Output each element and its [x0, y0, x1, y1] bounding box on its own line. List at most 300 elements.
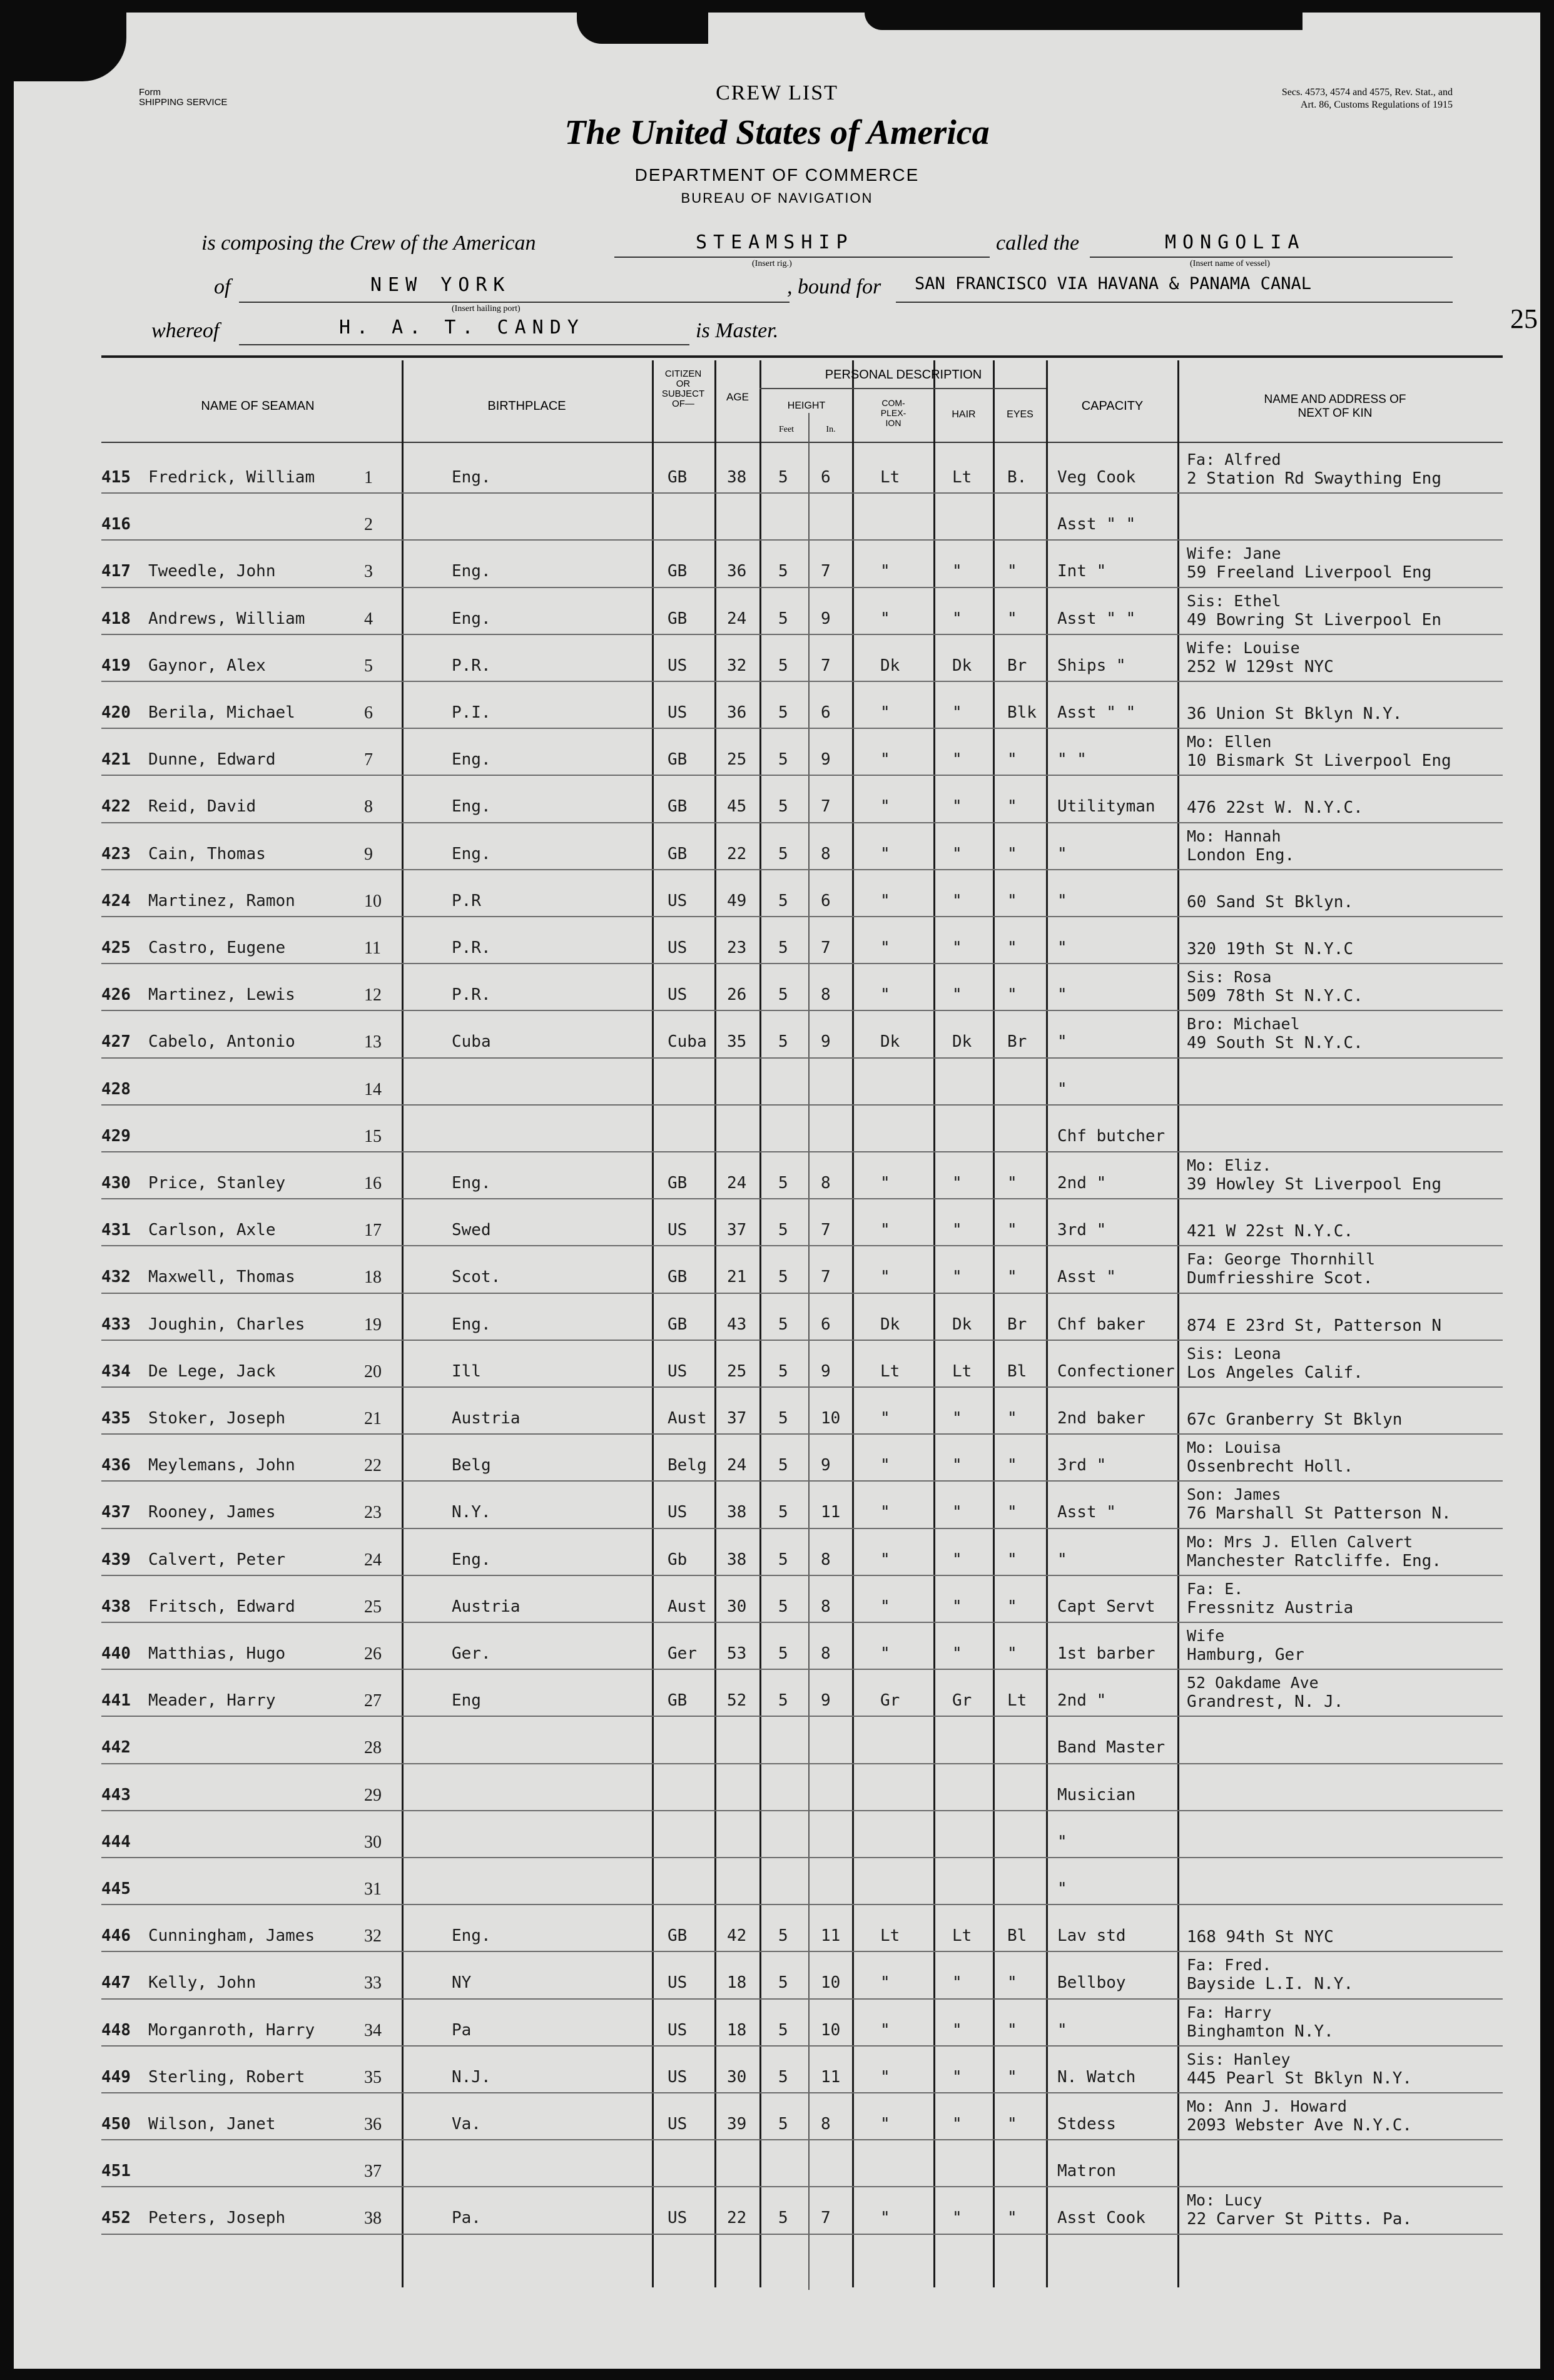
- row-age: 37: [727, 1221, 747, 1240]
- row-height-inches: 7: [821, 2209, 831, 2228]
- row-citizen: Cuba: [668, 1032, 707, 1052]
- row-height-feet: 5: [778, 1973, 788, 1993]
- row-hair: ": [952, 844, 962, 863]
- row-kin-address: 320 19th St N.Y.C: [1187, 940, 1354, 959]
- row-rule: [101, 1010, 1503, 1011]
- vessel-underline: [1090, 257, 1453, 258]
- row-age: 36: [727, 703, 747, 722]
- row-seaman-name: Martinez, Ramon: [148, 891, 295, 910]
- row-citizen: US: [668, 1973, 688, 1993]
- row-hair: ": [952, 1456, 962, 1475]
- row-seq-number: 445: [101, 1879, 131, 1898]
- vessel-value: MONGOLIA: [1165, 231, 1306, 253]
- row-kin-name: Bro: Michael: [1187, 1015, 1300, 1034]
- row-rule: [101, 1386, 1503, 1388]
- row-age: 37: [727, 1409, 747, 1428]
- row-complexion: ": [880, 1221, 890, 1240]
- row-capacity: Band Master: [1057, 1738, 1166, 1757]
- bound-for-underline: [896, 302, 1453, 303]
- row-seaman-name: Cabelo, Antonio: [148, 1032, 295, 1052]
- row-height-feet: 5: [778, 1361, 788, 1381]
- row-line-number: 21: [364, 1409, 382, 1428]
- row-height-feet: 5: [778, 2115, 788, 2133]
- of-label: of: [214, 275, 231, 298]
- row-complexion: Lt: [880, 1361, 900, 1381]
- row-height-feet: 5: [778, 2020, 788, 2040]
- row-seq-number: 422: [101, 797, 131, 816]
- row-kin-name: Mo: Eliz.: [1187, 1156, 1272, 1174]
- master-value: H. A. T. CANDY: [339, 317, 585, 338]
- row-age: 32: [727, 656, 747, 675]
- row-hair: ": [952, 2067, 962, 2087]
- row-citizen: GB: [668, 1926, 688, 1946]
- row-age: 22: [727, 844, 747, 863]
- row-seaman-name: Morganroth, Harry: [148, 2020, 315, 2040]
- rule-feet-inches: [808, 413, 810, 2290]
- row-complexion: Lt: [880, 1926, 900, 1946]
- row-kin-name: Fa: Harry: [1187, 2003, 1272, 2021]
- row-rule: [101, 1763, 1503, 1764]
- row-capacity: Musician: [1057, 1785, 1136, 1804]
- bound-for-value: SAN FRANCISCO VIA HAVANA & PANAMA CANAL: [915, 274, 1311, 293]
- master-underline: [239, 344, 689, 345]
- row-line-number: 13: [364, 1032, 382, 1052]
- row-height-inches: 7: [821, 562, 831, 581]
- row-seq-number: 437: [101, 1503, 131, 1522]
- row-height-feet: 5: [778, 1550, 788, 1569]
- row-height-inches: 11: [821, 2067, 841, 2087]
- row-capacity: Stdess: [1057, 2115, 1116, 2133]
- row-seq-number: 421: [101, 750, 131, 770]
- row-height-inches: 7: [821, 797, 831, 816]
- row-hair: Dk: [952, 1032, 972, 1052]
- row-height-feet: 5: [778, 609, 788, 628]
- line1-prefix: is composing the Crew of the American: [201, 231, 536, 255]
- row-eyes: ": [1007, 1174, 1017, 1193]
- row-seaman-name: Reid, David: [148, 797, 256, 816]
- row-eyes: Blk: [1007, 703, 1037, 722]
- row-capacity: Bellboy: [1057, 1973, 1126, 1993]
- row-seq-number: 428: [101, 1079, 131, 1099]
- row-eyes: ": [1007, 1597, 1017, 1616]
- row-seq-number: 450: [101, 2115, 131, 2133]
- row-kin-address: Los Angeles Calif.: [1187, 1363, 1363, 1382]
- row-hair: ": [952, 2209, 962, 2228]
- torn-edge-mid: [577, 13, 708, 44]
- row-age: 39: [727, 2115, 747, 2133]
- row-citizen: Aust: [668, 1597, 707, 1616]
- crew-list-sheet: [14, 13, 1540, 2369]
- row-line-number: 1: [364, 468, 373, 487]
- row-seaman-name: Gaynor, Alex: [148, 656, 266, 675]
- row-height-feet: 5: [778, 562, 788, 581]
- row-kin-name: Fa: Fred.: [1187, 1956, 1272, 1975]
- row-kin-address: 39 Howley St Liverpool Eng: [1187, 1175, 1441, 1194]
- row-kin-name: Mo: Mrs J. Ellen Calvert: [1187, 1532, 1413, 1551]
- row-seaman-name: Meylemans, John: [148, 1456, 295, 1475]
- row-citizen: GB: [668, 468, 688, 487]
- torn-edge-left: [14, 13, 126, 81]
- row-seaman-name: Fritsch, Edward: [148, 1597, 295, 1616]
- row-rule: [101, 681, 1503, 682]
- row-complexion: ": [880, 891, 890, 910]
- row-line-number: 7: [364, 750, 373, 770]
- row-citizen: US: [668, 2020, 688, 2040]
- row-capacity: ": [1057, 1032, 1067, 1052]
- row-capacity: Asst ": [1057, 1503, 1116, 1522]
- row-hair: ": [952, 1503, 962, 1522]
- row-age: 30: [727, 1597, 747, 1616]
- row-height-feet: 5: [778, 1926, 788, 1946]
- row-hair: ": [952, 750, 962, 770]
- row-hair: ": [952, 797, 962, 816]
- row-seq-number: 446: [101, 1926, 131, 1946]
- row-complexion: ": [880, 985, 890, 1005]
- row-seaman-name: Martinez, Lewis: [148, 985, 295, 1005]
- row-birthplace: P.R.: [452, 985, 491, 1005]
- row-hair: ": [952, 891, 962, 910]
- row-line-number: 15: [364, 1126, 382, 1146]
- row-birthplace: Pa: [452, 2020, 472, 2040]
- row-birthplace: P.R.: [452, 656, 491, 675]
- row-height-feet: 5: [778, 1032, 788, 1052]
- row-birthplace: Eng: [452, 1691, 481, 1711]
- row-age: 22: [727, 2209, 747, 2228]
- row-rule: [101, 2139, 1503, 2140]
- row-height-feet: 5: [778, 468, 788, 487]
- row-seq-number: 435: [101, 1409, 131, 1428]
- row-birthplace: N.J.: [452, 2067, 491, 2087]
- row-eyes: ": [1007, 1456, 1017, 1475]
- col-inches-header: In.: [826, 425, 836, 434]
- row-line-number: 8: [364, 797, 373, 817]
- row-citizen: US: [668, 985, 688, 1005]
- row-kin-address: 59 Freeland Liverpool Eng: [1187, 563, 1432, 582]
- row-rule: [101, 1151, 1503, 1152]
- row-age: 35: [727, 1032, 747, 1052]
- row-eyes: Br: [1007, 656, 1027, 675]
- row-birthplace: N.Y.: [452, 1503, 491, 1522]
- row-kin-address: 49 Bowring St Liverpool En: [1187, 610, 1441, 629]
- row-height-feet: 5: [778, 1644, 788, 1663]
- row-complexion: ": [880, 750, 890, 770]
- row-eyes: ": [1007, 938, 1017, 957]
- row-seq-number: 439: [101, 1550, 131, 1569]
- row-kin-address: 874 E 23rd St, Patterson N: [1187, 1316, 1441, 1335]
- row-age: 23: [727, 938, 747, 957]
- row-citizen: GB: [668, 797, 688, 816]
- row-hair: ": [952, 1221, 962, 1240]
- row-birthplace: P.I.: [452, 703, 491, 722]
- row-seq-number: 417: [101, 562, 131, 581]
- row-capacity: Capt Servt: [1057, 1597, 1155, 1616]
- row-birthplace: Eng.: [452, 1926, 491, 1946]
- row-height-inches: 7: [821, 656, 831, 675]
- row-seq-number: 425: [101, 938, 131, 957]
- row-eyes: ": [1007, 985, 1017, 1005]
- row-line-number: 20: [364, 1361, 382, 1381]
- row-birthplace: P.R: [452, 891, 481, 910]
- row-complexion: ": [880, 1503, 890, 1522]
- row-hair: ": [952, 1644, 962, 1663]
- row-kin-name: Wife: Jane: [1187, 544, 1281, 563]
- row-line-number: 24: [364, 1550, 382, 1570]
- row-birthplace: Eng.: [452, 1550, 491, 1569]
- row-kin-address: 2093 Webster Ave N.Y.C.: [1187, 2116, 1413, 2135]
- row-seq-number: 442: [101, 1738, 131, 1757]
- row-kin-name: Sis: Ethel: [1187, 591, 1281, 610]
- row-age: 24: [727, 1174, 747, 1193]
- row-seq-number: 434: [101, 1361, 131, 1381]
- row-capacity: Asst " ": [1057, 515, 1136, 534]
- department-heading: DEPARTMENT OF COMMERCE: [634, 165, 920, 185]
- row-eyes: ": [1007, 1503, 1017, 1522]
- row-height-feet: 5: [778, 1174, 788, 1193]
- row-line-number: 34: [364, 2020, 382, 2040]
- row-eyes: ": [1007, 2115, 1017, 2133]
- row-capacity: ": [1057, 1879, 1067, 1898]
- row-seaman-name: Meader, Harry: [148, 1691, 276, 1711]
- row-complexion: ": [880, 609, 890, 628]
- row-complexion: Dk: [880, 1315, 900, 1334]
- row-rule: [101, 1857, 1503, 1858]
- row-kin-address: 60 Sand St Bklyn.: [1187, 892, 1354, 912]
- row-kin-name: Sis: Leona: [1187, 1344, 1281, 1363]
- row-kin-address: 168 94th St NYC: [1187, 1928, 1334, 1947]
- row-complexion: Dk: [880, 656, 900, 675]
- row-hair: Gr: [952, 1691, 972, 1711]
- row-kin-address: 421 W 22st N.Y.C.: [1187, 1222, 1354, 1241]
- row-seq-number: 448: [101, 2020, 131, 2040]
- row-eyes: ": [1007, 1644, 1017, 1663]
- row-rule: [101, 1575, 1503, 1576]
- row-seq-number: 452: [101, 2209, 131, 2228]
- row-age: 18: [727, 1973, 747, 1993]
- row-seaman-name: Andrews, William: [148, 609, 305, 628]
- row-eyes: Bl: [1007, 1926, 1027, 1946]
- home-port-value: NEW YORK: [370, 274, 511, 296]
- row-capacity: 1st barber: [1057, 1644, 1155, 1663]
- row-line-number: 29: [364, 1785, 382, 1805]
- row-rule: [101, 1669, 1503, 1670]
- row-seq-number: 440: [101, 1644, 131, 1663]
- row-rule: [101, 1245, 1503, 1246]
- row-eyes: Lt: [1007, 1691, 1027, 1711]
- row-line-number: 23: [364, 1503, 382, 1523]
- row-rule: [101, 1716, 1503, 1717]
- row-height-inches: 7: [821, 938, 831, 957]
- torn-edge-right: [865, 13, 1303, 30]
- row-height-feet: 5: [778, 1456, 788, 1475]
- row-kin-name: Wife: [1187, 1627, 1225, 1645]
- row-rule: [101, 2045, 1503, 2047]
- row-birthplace: Ger.: [452, 1644, 491, 1663]
- row-seaman-name: Dunne, Edward: [148, 750, 276, 770]
- row-kin-name: Wife: Louise: [1187, 638, 1300, 657]
- row-height-inches: 8: [821, 2115, 831, 2133]
- row-complexion: ": [880, 938, 890, 957]
- row-citizen: GB: [668, 562, 688, 581]
- row-capacity: Chf baker: [1057, 1315, 1145, 1334]
- row-height-inches: 7: [821, 1268, 831, 1287]
- row-age: 38: [727, 1550, 747, 1569]
- col-complexion-header: COM- PLEX- ION: [880, 398, 906, 428]
- called-label: called the: [996, 231, 1080, 255]
- row-height-feet: 5: [778, 1597, 788, 1616]
- row-seq-number: 426: [101, 985, 131, 1005]
- row-hair: ": [952, 1268, 962, 1287]
- row-age: 21: [727, 1268, 747, 1287]
- row-capacity: ": [1057, 1079, 1067, 1099]
- row-capacity: Asst " ": [1057, 609, 1136, 628]
- row-seq-number: 420: [101, 703, 131, 722]
- whereof-label: whereof: [151, 319, 220, 342]
- row-line-number: 16: [364, 1174, 382, 1193]
- row-hair: ": [952, 703, 962, 722]
- row-height-inches: 8: [821, 844, 831, 863]
- row-seaman-name: Wilson, Janet: [148, 2115, 276, 2133]
- row-hair: Dk: [952, 1315, 972, 1334]
- col-feet-header: Feet: [778, 425, 795, 434]
- row-height-feet: 5: [778, 1503, 788, 1522]
- row-kin-name: Fa: George Thornhill: [1187, 1250, 1376, 1269]
- row-capacity: 3rd ": [1057, 1221, 1107, 1240]
- row-eyes: ": [1007, 2020, 1017, 2040]
- row-capacity: 2nd baker: [1057, 1409, 1145, 1428]
- col-height-header: HEIGHT: [787, 400, 826, 411]
- row-complexion: ": [880, 2067, 890, 2087]
- row-citizen: Gb: [668, 1550, 688, 1569]
- row-capacity: N. Watch: [1057, 2067, 1136, 2087]
- row-age: 24: [727, 609, 747, 628]
- row-hair: Lt: [952, 1361, 972, 1381]
- row-age: 24: [727, 1456, 747, 1475]
- row-kin-address: 76 Marshall St Patterson N.: [1187, 1504, 1451, 1523]
- row-seaman-name: Tweedle, John: [148, 562, 276, 581]
- row-seaman-name: Stoker, Joseph: [148, 1409, 286, 1428]
- row-height-inches: 9: [821, 1456, 831, 1475]
- row-complexion: Lt: [880, 468, 900, 487]
- row-complexion: ": [880, 703, 890, 722]
- row-citizen: Ger: [668, 1644, 697, 1663]
- row-citizen: US: [668, 703, 688, 722]
- row-seaman-name: Price, Stanley: [148, 1174, 286, 1193]
- row-eyes: ": [1007, 1550, 1017, 1569]
- row-line-number: 27: [364, 1691, 382, 1711]
- row-height-feet: 5: [778, 891, 788, 910]
- row-capacity: 3rd ": [1057, 1456, 1107, 1475]
- row-kin-name: Mo: Louisa: [1187, 1438, 1281, 1457]
- row-citizen: GB: [668, 1268, 688, 1287]
- row-height-inches: 6: [821, 468, 831, 487]
- row-birthplace: Eng.: [452, 1174, 491, 1193]
- row-eyes: Bl: [1007, 1361, 1027, 1381]
- row-line-number: 10: [364, 891, 382, 911]
- row-kin-address: 445 Pearl St Bklyn N.Y.: [1187, 2068, 1413, 2088]
- row-age: 42: [727, 1926, 747, 1946]
- row-complexion: ": [880, 2115, 890, 2133]
- row-citizen: GB: [668, 1174, 688, 1193]
- row-citizen: US: [668, 656, 688, 675]
- row-age: 25: [727, 750, 747, 770]
- row-eyes: ": [1007, 1221, 1017, 1240]
- row-line-number: 3: [364, 562, 373, 582]
- row-height-inches: 9: [821, 750, 831, 770]
- row-hair: ": [952, 938, 962, 957]
- row-rule: [101, 822, 1503, 823]
- row-height-inches: 6: [821, 891, 831, 910]
- row-height-feet: 5: [778, 750, 788, 770]
- row-birthplace: Ill: [452, 1361, 481, 1381]
- row-complexion: ": [880, 844, 890, 863]
- bound-for-label: , bound for: [787, 275, 881, 298]
- row-eyes: ": [1007, 1409, 1017, 1428]
- row-citizen: GB: [668, 844, 688, 863]
- row-eyes: Br: [1007, 1032, 1027, 1052]
- row-rule: [101, 2186, 1503, 2187]
- row-citizen: GB: [668, 750, 688, 770]
- row-kin-name: Mo: Ellen: [1187, 733, 1272, 751]
- row-citizen: US: [668, 2209, 688, 2228]
- row-hair: Lt: [952, 468, 972, 487]
- row-complexion: ": [880, 1644, 890, 1663]
- row-seaman-name: Castro, Eugene: [148, 938, 286, 957]
- table-header-rule: [101, 442, 1503, 443]
- row-line-number: 33: [364, 1973, 382, 1993]
- row-birthplace: Austria: [452, 1597, 521, 1616]
- row-line-number: 32: [364, 1926, 382, 1946]
- row-capacity: Asst Cook: [1057, 2209, 1145, 2228]
- row-height-inches: 6: [821, 703, 831, 722]
- row-hair: ": [952, 562, 962, 581]
- row-capacity: ": [1057, 844, 1067, 863]
- row-kin-name: Mo: Lucy: [1187, 2191, 1262, 2210]
- row-height-inches: 9: [821, 1032, 831, 1052]
- row-rule: [101, 1057, 1503, 1059]
- row-capacity: Asst " ": [1057, 703, 1136, 722]
- row-height-inches: 11: [821, 1503, 841, 1522]
- row-citizen: US: [668, 2067, 688, 2087]
- row-eyes: ": [1007, 609, 1017, 628]
- row-complexion: ": [880, 797, 890, 816]
- row-citizen: US: [668, 1361, 688, 1381]
- row-seaman-name: Cain, Thomas: [148, 844, 266, 863]
- page-number: 25: [1510, 303, 1538, 334]
- row-hair: ": [952, 985, 962, 1005]
- row-eyes: ": [1007, 1268, 1017, 1287]
- row-kin-address: 36 Union St Bklyn N.Y.: [1187, 704, 1403, 723]
- row-citizen: Belg: [668, 1456, 707, 1475]
- row-height-feet: 5: [778, 844, 788, 863]
- row-hair: ": [952, 1174, 962, 1193]
- row-age: 43: [727, 1315, 747, 1334]
- row-rule: [101, 2092, 1503, 2093]
- row-seaman-name: Kelly, John: [148, 1973, 256, 1993]
- col-birthplace-header: BIRTHPLACE: [487, 399, 566, 413]
- row-height-feet: 5: [778, 1691, 788, 1711]
- col-name-header: NAME OF SEAMAN: [201, 399, 315, 413]
- row-complexion: ": [880, 1174, 890, 1193]
- row-age: 38: [727, 468, 747, 487]
- row-kin-name: Sis: Hanley: [1187, 2050, 1291, 2068]
- row-kin-address: 509 78th St N.Y.C.: [1187, 987, 1363, 1006]
- row-line-number: 18: [364, 1268, 382, 1288]
- bureau-heading: BUREAU OF NAVIGATION: [681, 190, 873, 206]
- is-master-label: is Master.: [696, 319, 779, 342]
- row-birthplace: Eng.: [452, 844, 491, 863]
- row-kin-address: 476 22st W. N.Y.C.: [1187, 798, 1363, 818]
- row-rule: [101, 1904, 1503, 1905]
